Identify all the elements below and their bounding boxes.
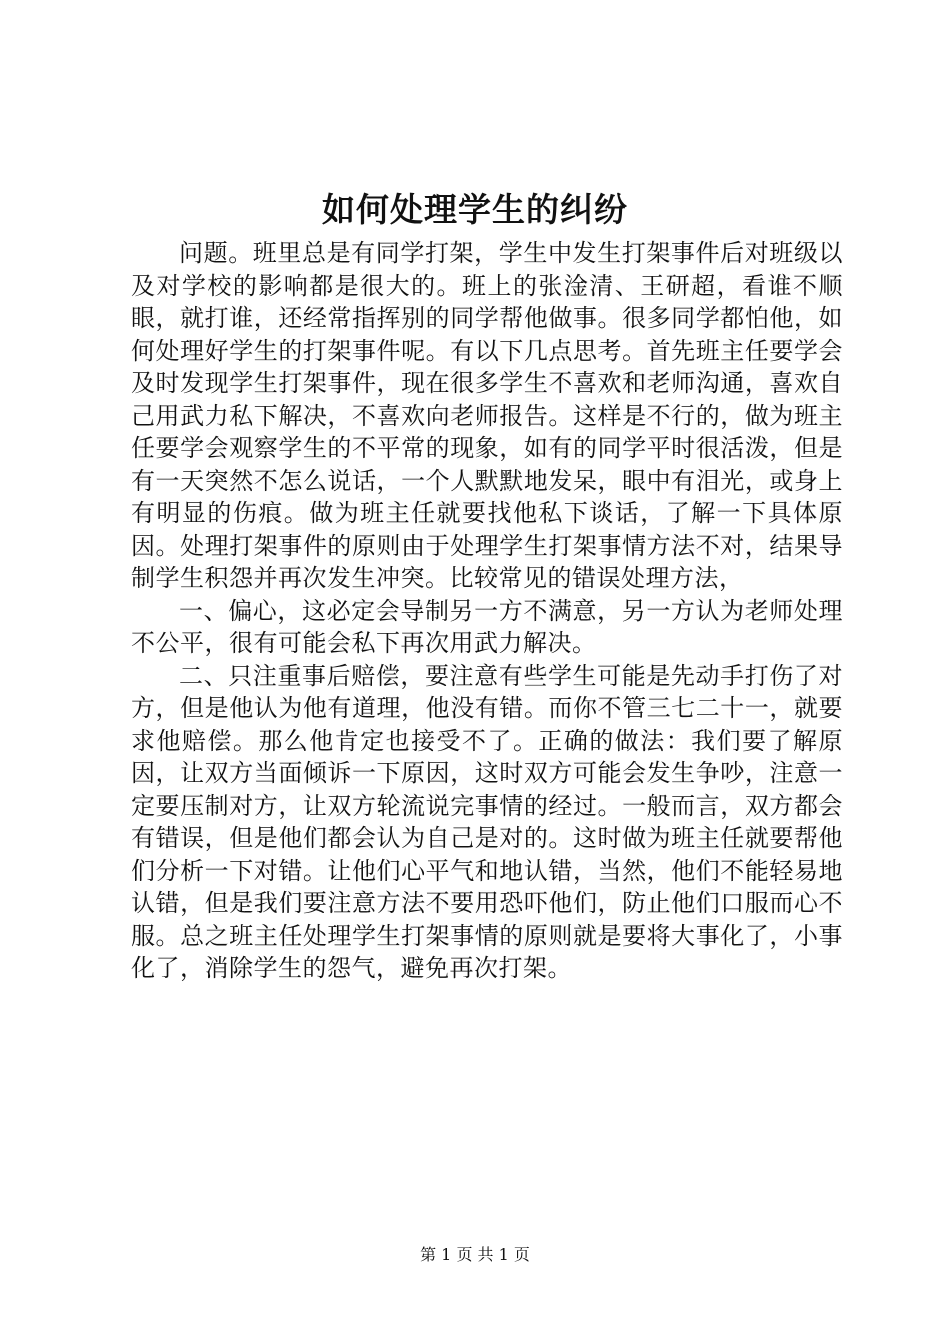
- document-body: [131, 237, 843, 985]
- paragraph-intro: 问题。班里总是有同学打架，学生中发生打架事件后对班级以及对学校的影响都是很大的。班上的张淦清、王研超，看谁不顺眼，就打谁，还经常指挥别的同学帮他做事。很多同学都怕他，如何处理好学生的打架事件呢。有以下几点思考。首先班主任要学会及时发现学生打架事件，现在很多学生不喜欢和老师沟通，喜欢自己用武力私下解决，不喜欢向老师报告。这样是不行的，做为班主任要学会观察学生的不平常的现象，如有的同学平时很活泼，但是有一天突然不怎么说话，一个人默默地发呆，眼中有泪光，或身上有明显的伤痕。做为班主任就要找他私下谈话，了解一下具体原因。处理打架事件的原则由于处理学生打架事情方法不对，结果导制学生积怨并再次发生冲突。比较常见的错误处理方法，: [131, 239, 843, 592]
- document-title: 如何处理学生的纠纷: [322, 190, 628, 229]
- page-footer: 第 1 页 共 1 页: [420, 1245, 530, 1264]
- paragraph-point-one: 一、偏心，这必定会导制另一方不满意，另一方认为老师处理不公平，很有可能会私下再次用武力解决。: [131, 596, 843, 657]
- paragraph-point-two: 二、只注重事后赔偿，要注意有些学生可能是先动手打伤了对方，但是他认为他有道理，他没有错。而你不管三七二十一，就要求他赔偿。那么他肯定也接受不了。正确的做法：我们要了解原因，让双方当面倾诉一下原因，这时双方可能会发生争吵，注意一定要压制对方，让双方轮流说完事情的经过。一般而言，双方都会有错误，但是他们都会认为自己是对的。这时做为班主任就要帮他们分析一下对错。让他们心平气和地认错，当然，他们不能轻易地认错，但是我们要注意方法不要用恐吓他们，防止他们口服而心不服。总之班主任处理学生打架事情的原则就是要将大事化了，小事化了，消除学生的怨气，避免再次打架。: [131, 661, 843, 982]
